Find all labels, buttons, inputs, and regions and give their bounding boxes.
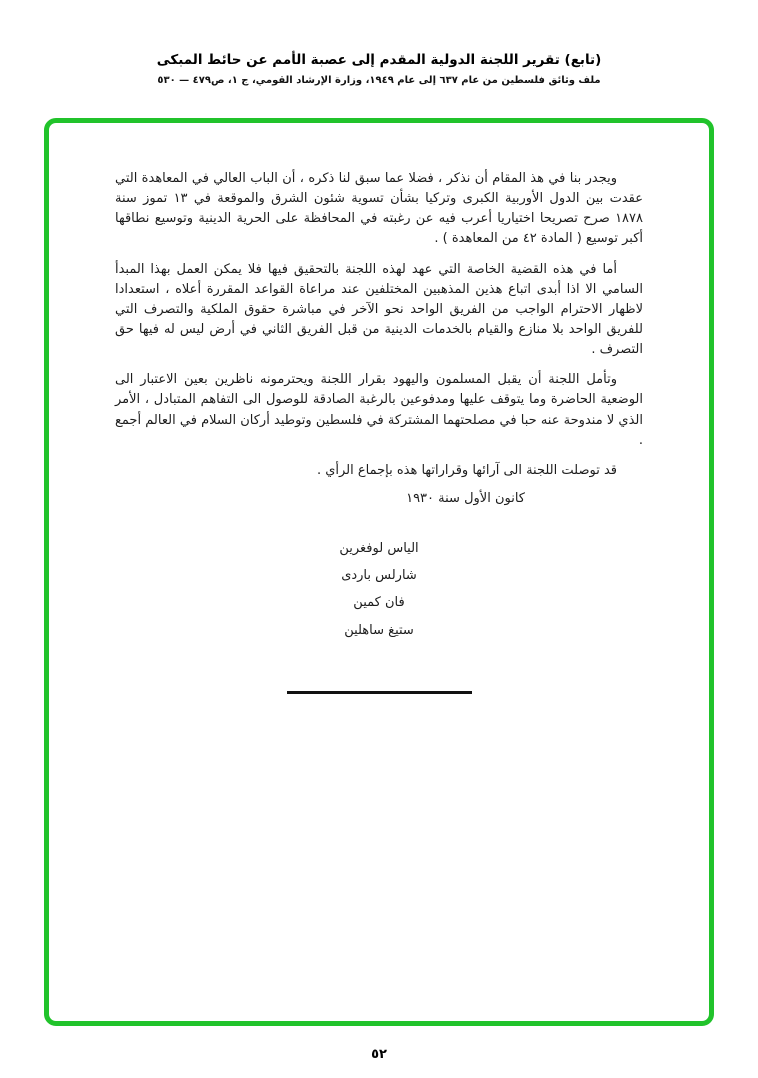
page-number: ٥٢ bbox=[371, 1047, 387, 1062]
signature-2: شارلس باردى bbox=[341, 568, 417, 584]
signature-3: فان كمين bbox=[353, 595, 405, 611]
paragraph-2: أما في هذه القضية الخاصة التي عهد لهذه اللجنة بالتحقيق فيها فلا يمكن العمل بهذا المبدأ السامي الا اذا أبدى اتباع هذين المذهبين المختلفين عند مراعاة القواعد المقررة أعلاه ، استعدادا لاظهار الاحترام الواجب من الفريق الواحد نحو الآخر في مباشرة حقوق الملكية والتصرف التي للفريق الواحد بلا منازع والقيام بالخدمات الدينية من قبل الفريق الثاني في أرض ليس له فيها حق التصرف . bbox=[115, 261, 643, 358]
paragraph-3: وتأمل اللجنة أن يقبل المسلمون واليهود بقرار اللجنة ويحترمونه ناظرين بعين الاعتبار الى الوضعية الحاضرة وما يتوقف عليها ومدفوعين بالرغبة الصادقة للوصول الى التفاهم المتبادل ، الأمر الذي لا مندوحة عنه حبا في مصلحتهما المشتركة في فلسطين وتوطيد أركان السلام في العالم أجمع . bbox=[115, 372, 643, 448]
paragraph-1: ويجدر بنا في هذ المقام أن نذكر ، فضلا عما سبق لنا ذكره ، أن الباب العالي في المعاهدة التي عقدت بين الدول الأوربية الكبرى وتركيا بشأن تسوية شئون الشرق والموقعة في ١٣ تموز سنة ١٨٧٨ صرح تصريحا اختياريا أعرب فيه عن رغبته في المحافظة على الحرية الدينية وتوسيع نطاقها أكبر توسيع ( المادة ٤٢ من المعاهدة ) . bbox=[115, 171, 643, 247]
header-source-citation: ملف وثائق فلسطين من عام ٦٣٧ إلى عام ١٩٤٩، وزارة الإرشاد القومي، ج ١، ص٤٧٩ — ٥٣٠ bbox=[157, 75, 601, 86]
header-title: (تابع) تقرير اللجنة الدولية المقدم إلى عصبة الأمم عن حائط المبكى bbox=[156, 52, 602, 68]
signature-1: الياس لوفغرين bbox=[339, 541, 419, 557]
page-footer bbox=[0, 1043, 758, 1062]
page-header bbox=[0, 52, 758, 86]
closing-statement: قد توصلت اللجنة الى آرائها وقراراتها هذه بإجماع الرأي . bbox=[316, 462, 617, 478]
signatures-block bbox=[115, 539, 643, 641]
scanned-text-block bbox=[115, 169, 643, 694]
date-line: كانون الأول سنة ١٩٣٠ bbox=[406, 490, 525, 506]
signature-divider-line bbox=[287, 691, 472, 694]
signature-4: ستيغ ساهلين bbox=[344, 622, 414, 638]
green-border-frame bbox=[44, 118, 714, 1026]
